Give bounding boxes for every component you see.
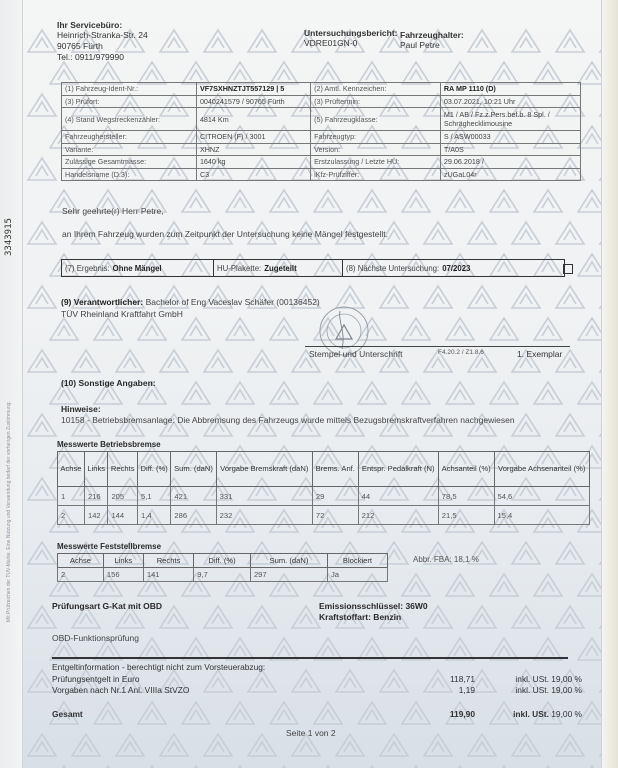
watermark-triangle-icon — [512, 286, 540, 308]
table-cell: 54,6 — [494, 487, 590, 506]
table-row — [58, 568, 388, 582]
watermark-triangle-icon — [468, 606, 496, 628]
watermark-triangle-icon — [204, 734, 232, 756]
column-header: Vorgabe Bremskraft (daN) — [216, 452, 312, 487]
parking-brake-table — [57, 553, 388, 582]
watermark-triangle-icon — [204, 350, 232, 372]
next-inspection-value: 07/2023 — [442, 263, 471, 273]
watermark-triangle-icon — [248, 30, 276, 52]
fee-item — [52, 674, 582, 684]
table-cell: 216 — [84, 487, 107, 506]
info-value: VF7SXHNZTJT557129 | 5 — [196, 83, 310, 96]
table-row — [58, 487, 590, 506]
info-label: Fahrzeughersteller: — [62, 131, 197, 144]
service-office-block — [57, 20, 148, 63]
info-value: XHNZ — [196, 143, 310, 156]
watermark-triangle-icon — [556, 734, 584, 756]
watermark-triangle-icon — [512, 606, 540, 628]
responsible-name: Bachelor of Eng Vaceslav Schäfer (00136452) — [145, 297, 320, 307]
watermark-triangle-icon — [28, 350, 56, 372]
table-cell: 29 — [312, 487, 358, 506]
watermark-triangle-icon — [468, 286, 496, 308]
obd-check: OBD-Funktionsprüfung — [52, 633, 139, 643]
watermark-triangle-icon — [512, 30, 540, 52]
fee-total — [52, 709, 582, 719]
service-office-phone: Tel.: 0911/979990 — [57, 52, 124, 62]
watermark-triangle-icon — [402, 62, 430, 84]
watermark-triangle-icon — [358, 190, 386, 212]
column-header: Achse — [58, 452, 85, 487]
emission-key: Emissionsschlüssel: 36W0 — [319, 601, 428, 611]
watermark-triangle-icon — [556, 286, 584, 308]
info-value: T/A0S — [440, 143, 580, 156]
watermark-triangle-icon — [50, 318, 78, 340]
watermark-triangle-icon — [314, 382, 342, 404]
watermark-triangle-icon — [380, 286, 408, 308]
info-value: 1640 kg — [196, 156, 310, 169]
watermark-triangle-icon — [138, 62, 166, 84]
info-value: S / ASW00033 — [440, 131, 580, 144]
column-header: Vorgabe Achsenanteil (%) — [494, 452, 590, 487]
info-value: CITROEN (F) / 3001 — [196, 131, 310, 144]
fee-item-label: Vorgaben nach Nr.1 Anl. VIIIa StVZO — [52, 685, 190, 695]
watermark-triangle-icon — [402, 318, 430, 340]
form-code: F4.20.2 / Z1.8.6 — [438, 349, 484, 356]
watermark-triangle-icon — [116, 734, 144, 756]
vehicle-info-row — [62, 143, 581, 156]
table-cell: 2 — [58, 568, 104, 582]
watermark-triangle-icon — [226, 318, 254, 340]
result-box — [61, 259, 565, 277]
watermark-triangle-icon — [72, 350, 100, 372]
fee-item-tax: inkl. USt. 19,00 % — [515, 685, 582, 695]
watermark-triangle-icon — [160, 734, 188, 756]
service-office-street: Heinrich-Stranka-Str. 24 — [57, 30, 148, 40]
watermark-triangle-icon — [270, 382, 298, 404]
fee-item — [52, 685, 582, 695]
watermark-triangle-icon — [116, 350, 144, 372]
watermark-triangle-icon — [556, 414, 584, 436]
column-header: Sum. (daN) — [171, 452, 216, 487]
info-label: Erstzulassung / Letzte HU: — [311, 156, 441, 169]
info-value: 0040241579 / 90765 Fürth — [196, 95, 310, 108]
column-header: Rechts — [143, 554, 193, 568]
fee-total-tax-label: inkl. USt. — [513, 709, 549, 719]
report-label: Untersuchungsbericht: — [304, 28, 398, 38]
watermark-triangle-icon — [424, 222, 452, 244]
vehicle-info-row — [62, 156, 581, 169]
watermark-triangle-icon — [160, 30, 188, 52]
table-cell: 72 — [312, 506, 358, 525]
watermark-triangle-icon — [556, 30, 584, 52]
watermark-triangle-icon — [204, 606, 232, 628]
watermark-triangle-icon — [28, 222, 56, 244]
vehicle-info-row — [62, 168, 581, 181]
checkbox-square — [563, 264, 573, 274]
serial-number: 3343915 — [4, 218, 14, 256]
watermark-triangle-icon — [28, 542, 56, 564]
fee-total-tax-rate: 19,00 % — [551, 709, 582, 719]
watermark-triangle-icon — [358, 62, 386, 84]
table-cell: 2 — [58, 506, 85, 525]
fee-total-tax — [482, 709, 582, 719]
info-value: C3 — [196, 168, 310, 181]
signature-label: Stempel und Unterschrift — [309, 349, 403, 359]
service-office-label: Ihr Servicebüro: — [57, 20, 123, 30]
column-header: Achsanteil (%) — [438, 452, 494, 487]
watermark-triangle-icon — [248, 734, 276, 756]
copy-label: 1. Exemplar — [517, 349, 563, 359]
watermark-triangle-icon — [204, 30, 232, 52]
watermark-triangle-icon — [248, 606, 276, 628]
table-cell: 78,5 — [438, 487, 494, 506]
hints-label: Hinweise: — [61, 404, 101, 414]
vehicle-info-table — [61, 82, 581, 181]
other-heading: (10) Sonstige Angaben: — [61, 378, 156, 388]
watermark-triangle-icon — [292, 606, 320, 628]
result-value: Ohne Mängel — [112, 263, 162, 273]
watermark-triangle-icon — [402, 190, 430, 212]
signature-line — [305, 346, 570, 347]
salutation: Sehr geehrte(r) Herr Petre, — [62, 206, 164, 216]
vehicle-info-row — [62, 95, 581, 108]
table-cell: 1,4 — [138, 506, 171, 525]
info-label: Variante: — [62, 143, 197, 156]
info-label: Fahrzeugtyp: — [311, 131, 441, 144]
table-cell: 205 — [108, 487, 138, 506]
watermark-triangle-icon — [446, 574, 474, 596]
info-label: (1) Fahrzeug-Ident-Nr.: — [62, 83, 197, 96]
info-value: 29.06.2018 / — [440, 156, 580, 169]
watermark-triangle-icon — [72, 734, 100, 756]
watermark-triangle-icon — [490, 62, 518, 84]
watermark-triangle-icon — [160, 350, 188, 372]
responsible-company: TÜV Rheinland Kraftfahrt GmbH — [61, 309, 183, 319]
responsible-label: (9) Verantwortlicher: — [61, 297, 144, 307]
watermark-triangle-icon — [468, 222, 496, 244]
table-cell: 156 — [103, 568, 143, 582]
watermark-triangle-icon — [182, 382, 210, 404]
watermark-triangle-icon — [512, 222, 540, 244]
parking-brake-title: Messwerte Feststellbremse — [57, 542, 162, 551]
table-cell: 15,4 — [494, 506, 590, 525]
table-row — [58, 506, 590, 525]
service-brake-table — [57, 451, 590, 525]
watermark-triangle-icon — [402, 382, 430, 404]
fee-divider — [52, 657, 568, 659]
watermark-triangle-icon — [556, 542, 584, 564]
watermark-triangle-icon — [28, 478, 56, 500]
watermark-triangle-icon — [490, 382, 518, 404]
watermark-triangle-icon — [336, 734, 364, 756]
watermark-triangle-icon — [248, 350, 276, 372]
watermark-triangle-icon — [512, 542, 540, 564]
table-cell: 44 — [358, 487, 438, 506]
side-note: Mit Prüfzeichen der TÜV-Marke. Eine Nutzung und Verwendung bedarf der vorherigen Zustimmung. — [6, 401, 12, 622]
next-inspection-cell — [343, 260, 564, 276]
watermark-triangle-icon — [534, 190, 562, 212]
watermark-triangle-icon — [226, 382, 254, 404]
column-header: Achse — [58, 554, 104, 568]
table-cell: 144 — [108, 506, 138, 525]
watermark-triangle-icon — [468, 734, 496, 756]
watermark-triangle-icon — [50, 62, 78, 84]
watermark-triangle-icon — [94, 62, 122, 84]
info-label: (2) Amtl. Kennzeichen: — [311, 83, 441, 96]
plakette-label: HU-Plakette: — [217, 263, 262, 273]
table-cell: 141 — [143, 568, 193, 582]
watermark-triangle-icon — [402, 574, 430, 596]
column-header: Diff. (%) — [138, 452, 171, 487]
info-label: (5) Fahrzeugklasse: — [311, 108, 441, 131]
watermark-triangle-icon — [270, 62, 298, 84]
watermark-triangle-icon — [182, 318, 210, 340]
result-cell — [62, 260, 214, 276]
table-cell: 331 — [216, 487, 312, 506]
column-header: Rechts — [108, 452, 138, 487]
watermark-triangle-icon — [28, 734, 56, 756]
info-value: zUGaL04r — [440, 168, 580, 181]
watermark-triangle-icon — [490, 190, 518, 212]
report-block — [304, 28, 398, 49]
watermark-triangle-icon — [556, 222, 584, 244]
table-cell: 21,5 — [438, 506, 494, 525]
watermark-triangle-icon — [182, 190, 210, 212]
watermark-triangle-icon — [490, 318, 518, 340]
fee-item-amount: 1,19 — [458, 685, 475, 695]
hint-text: 10158 - Betriebsbremsanlage: Die Abbremsung des Fahrzeugs wurde mittels Bezugsbremskraftverfahren nachgewiesen — [61, 415, 515, 425]
table-cell: 286 — [171, 506, 216, 525]
fuel-type: Kraftstoffart: Benzin — [319, 612, 402, 622]
watermark-triangle-icon — [28, 414, 56, 436]
watermark-triangle-icon — [28, 30, 56, 52]
info-label: Version: — [311, 143, 441, 156]
info-label: (4) Stand Wegstreckenzähler: — [62, 108, 197, 131]
info-label: Zulässige Gesamtmasse: — [62, 156, 197, 169]
report-number: VDRE01GN-0 — [304, 38, 358, 48]
watermark-triangle-icon — [512, 734, 540, 756]
table-cell: 142 — [84, 506, 107, 525]
watermark-triangle-icon — [446, 190, 474, 212]
info-value: 03.07.2021, 10:21 Uhr — [440, 95, 580, 108]
responsible-line — [61, 297, 320, 307]
column-header: Blockiert — [327, 554, 387, 568]
watermark-triangle-icon — [534, 574, 562, 596]
fee-item-tax: inkl. USt. 19,00 % — [515, 674, 582, 684]
watermark-triangle-icon — [490, 574, 518, 596]
table-cell: 297 — [250, 568, 327, 582]
table-cell: Ja — [327, 568, 387, 582]
info-label: (3) Prüftermin: — [311, 95, 441, 108]
fee-total-amount: 119,90 — [449, 709, 475, 719]
watermark-triangle-icon — [314, 190, 342, 212]
column-header: Brems. Anf. — [312, 452, 358, 487]
vehicle-info-row — [62, 83, 581, 96]
watermark-triangle-icon — [424, 286, 452, 308]
watermark-triangle-icon — [138, 318, 166, 340]
watermark-triangle-icon — [468, 30, 496, 52]
service-office-city: 90765 Fürth — [57, 41, 103, 51]
no-defects-statement: an Ihrem Fahrzeug wurden zum Zeitpunkt der Untersuchung keine Mängel festgestellt. — [62, 229, 389, 239]
holder-name: Paul Petre — [400, 40, 440, 50]
info-value: 4814 Km — [196, 108, 310, 131]
watermark-triangle-icon — [226, 190, 254, 212]
service-brake-title: Messwerte Betriebsbremse — [57, 440, 161, 449]
watermark-triangle-icon — [28, 158, 56, 180]
watermark-triangle-icon — [556, 606, 584, 628]
watermark-triangle-icon — [270, 190, 298, 212]
watermark-triangle-icon — [28, 94, 56, 116]
next-inspection-label: (8) Nächste Untersuchung: — [346, 263, 440, 273]
table-cell: 1 — [58, 487, 85, 506]
column-header: Sum. (daN) — [250, 554, 327, 568]
column-header: Links — [103, 554, 143, 568]
info-value: M1 / AB / Fz.z.Pers.bef.b. 8 Spl. / Schräghecklimousine — [440, 108, 580, 131]
column-header: Links — [84, 452, 107, 487]
column-header: Diff. (%) — [194, 554, 251, 568]
table-cell: 9,7 — [194, 568, 251, 582]
result-label: (7) Ergebnis: — [65, 263, 110, 273]
watermark-triangle-icon — [182, 62, 210, 84]
watermark-triangle-icon — [226, 62, 254, 84]
watermark-triangle-icon — [512, 414, 540, 436]
vehicle-info-row — [62, 108, 581, 131]
watermark-triangle-icon — [160, 606, 188, 628]
watermark-triangle-icon — [28, 286, 56, 308]
fee-item-label: Prüfungsentgelt in Euro — [52, 674, 140, 684]
table-cell: 232 — [216, 506, 312, 525]
fee-item-amount: 118,71 — [450, 674, 475, 684]
watermark-triangle-icon — [446, 62, 474, 84]
page-edge — [601, 0, 618, 768]
column-header: Entspr. Pedalkraft (N) — [358, 452, 438, 487]
vehicle-info-row — [62, 131, 581, 144]
plakette-cell — [214, 260, 343, 276]
holder-label: Fahrzeughalter: — [400, 30, 464, 40]
watermark-triangle-icon — [446, 318, 474, 340]
holder-block — [400, 30, 464, 51]
fba-value: Abbr. FBA: 18,1 % — [413, 555, 479, 564]
test-type: Prüfungsart G-Kat mit OBD — [52, 601, 163, 611]
watermark-triangle-icon — [446, 382, 474, 404]
fee-total-label: Gesamt — [52, 709, 83, 719]
info-label: iKfz-Prüfziffer: — [311, 168, 441, 181]
watermark-triangle-icon — [424, 606, 452, 628]
watermark-triangle-icon — [358, 382, 386, 404]
page-indicator: Seite 1 von 2 — [286, 728, 336, 738]
watermark-triangle-icon — [270, 318, 298, 340]
table-cell: 421 — [171, 487, 216, 506]
plakette-value: Zugeteilt — [264, 263, 297, 273]
table-cell: 212 — [358, 506, 438, 525]
watermark-triangle-icon — [534, 318, 562, 340]
info-label: (3) Prüfort: — [62, 95, 197, 108]
watermark-triangle-icon — [94, 318, 122, 340]
table-cell: 5,1 — [138, 487, 171, 506]
watermark-triangle-icon — [314, 62, 342, 84]
info-label: Handelsname (D.3): — [62, 168, 197, 181]
watermark-triangle-icon — [424, 734, 452, 756]
info-value: RA MP 1110 (D) — [440, 83, 580, 96]
watermark-triangle-icon — [380, 734, 408, 756]
fee-heading: Entgeltinformation - berechtigt nicht zum Vorsteuerabzug: — [52, 662, 266, 672]
watermark-triangle-icon — [534, 62, 562, 84]
watermark-triangle-icon — [534, 382, 562, 404]
